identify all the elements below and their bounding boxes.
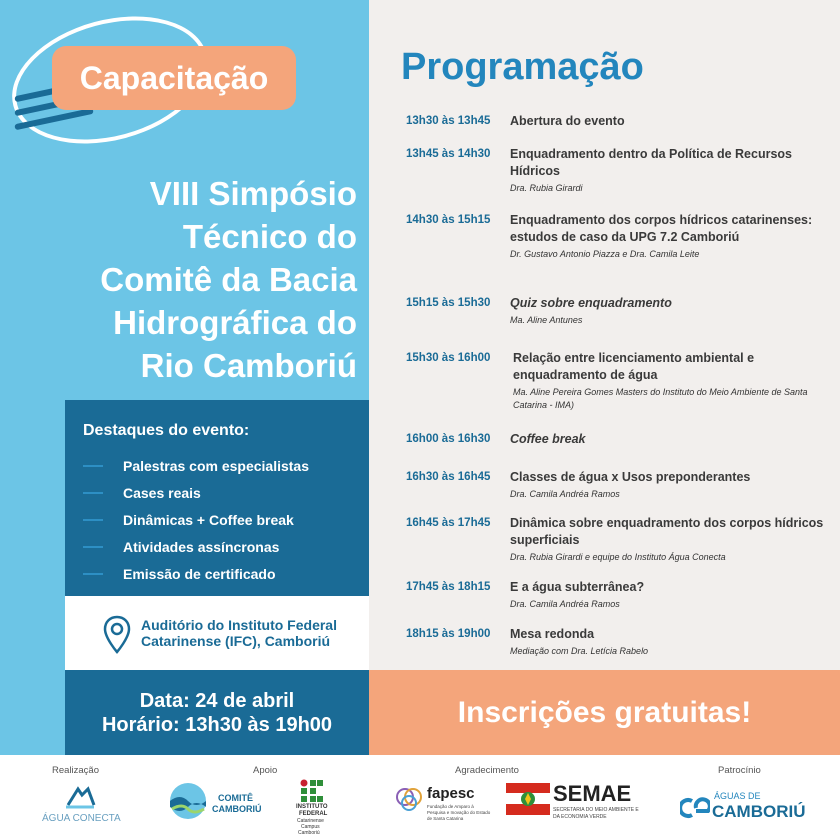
schedule-activity [510, 626, 830, 658]
event-title-line: Hidrográfica do [113, 304, 357, 341]
schedule-activity [510, 113, 830, 130]
map-pin-icon [103, 615, 131, 651]
highlight-item [83, 560, 369, 587]
schedule-activity [510, 579, 830, 611]
fapesc-logo-text: fapesc [427, 785, 475, 802]
free-registration-banner: Inscrições gratuitas! [369, 670, 840, 755]
ifc-logo-text-4: Campus [301, 824, 320, 830]
schedule-activity [513, 350, 833, 412]
aguas-logo-text-1: ÁGUAS DE [714, 791, 761, 801]
activity-speaker: Dr. Gustavo Antonio Piazza e Dra. Camila Leite [510, 249, 700, 259]
ifc-logo-text-5: Camboriú [298, 830, 320, 836]
event-title-line: Técnico do [182, 218, 357, 255]
schedule-time: 18h15 às 19h00 [406, 628, 491, 640]
dash-icon [83, 465, 103, 467]
ifc-logo-text-2: FEDERAL [299, 811, 328, 817]
schedule-time: 16h45 às 17h45 [406, 517, 491, 529]
highlight-item [83, 452, 369, 479]
highlight-item [83, 479, 369, 506]
fapesc-logo-icon [395, 785, 423, 813]
activity-title: Abertura do evento [510, 114, 625, 128]
activity-speaker: Ma. Aline Antunes [510, 315, 583, 325]
dash-icon [83, 519, 103, 521]
event-title-line: Rio Camboriú [140, 347, 357, 384]
schedule-time: 13h30 às 13h45 [406, 115, 491, 127]
patrocinio-label: Patrocínio [718, 765, 761, 776]
activity-title: Relação entre licenciamento ambiental e enquadramento de água [513, 351, 755, 382]
schedule-activity [510, 469, 830, 501]
schedule-activity [510, 431, 830, 448]
activity-title: Quiz sobre enquadramento [510, 296, 672, 310]
dash-icon [83, 492, 103, 494]
highlights-title: Destaques do evento: [83, 422, 250, 439]
sponsors-footer [0, 755, 840, 840]
highlights-box [65, 400, 369, 596]
location-box [65, 596, 369, 670]
event-title-line: Comitê da Bacia [100, 261, 357, 298]
agua-conecta-logo-text: ÁGUA CONECTA [42, 813, 121, 824]
activity-title: Classes de água x Usos preponderantes [510, 470, 751, 484]
activity-title: Enquadramento dos corpos hídricos catarinenses: estudos de caso da UPG 7.2 Camboriú [510, 213, 813, 244]
activity-title: E a água subterrânea? [510, 580, 645, 594]
realizacao-label: Realização [52, 765, 99, 776]
comite-camboriu-logo-icon [168, 781, 208, 821]
schedule-activity [510, 515, 830, 564]
schedule-time: 13h45 às 14h30 [406, 148, 491, 160]
event-title [37, 172, 357, 387]
activity-title: Dinâmica sobre enquadramento dos corpos hídricos superficiais [510, 516, 824, 547]
dash-icon [83, 546, 103, 548]
dash-icon [83, 573, 103, 575]
activity-speaker: Ma. Aline Pereira Gomes Masters do Instituto do Meio Ambiente de Santa Catarina - IMA) [513, 387, 808, 410]
right-panel [369, 0, 840, 755]
highlight-label: Atividades assíncronas [123, 538, 280, 555]
highlight-item [83, 533, 369, 560]
fapesc-logo-subtext: Fundação de Amparo à Pesquisa e Inovação do Estado de Santa Catarina [427, 804, 491, 821]
agua-conecta-logo-icon [64, 785, 96, 809]
schedule-activity [510, 146, 830, 195]
schedule-time: 15h30 às 16h00 [406, 352, 491, 364]
schedule-activity [510, 295, 830, 327]
highlight-label: Emissão de certificado [123, 565, 276, 582]
program-title: Programação [401, 46, 644, 88]
schedule-time: 17h45 às 18h15 [406, 581, 491, 593]
capacitacao-badge: Capacitação [52, 46, 296, 110]
location-text: Auditório do Instituto Federal Catarinense (IFC), Camboriú [141, 617, 337, 649]
event-time: Horário: 13h30 às 19h00 [101, 713, 333, 736]
ifc-logo-text-1: INSTITUTO [296, 804, 328, 810]
schedule-time: 15h15 às 15h30 [406, 297, 491, 309]
date-box [65, 670, 369, 755]
highlight-label: Cases reais [123, 484, 201, 501]
aguas-logo-text-2: CAMBORIÚ [712, 802, 806, 821]
schedule-time: 16h30 às 16h45 [406, 471, 491, 483]
activity-speaker: Dra. Camila Andréa Ramos [510, 489, 620, 499]
activity-speaker: Dra. Rubia Girardi e equipe do Instituto Água Conecta [510, 552, 726, 562]
aguas-de-camboriu-logo-icon [680, 797, 710, 819]
activity-speaker: Dra. Rubia Girardi [510, 183, 583, 193]
event-date: Data: 24 de abril [139, 689, 295, 712]
semae-logo-text: SEMAE [553, 781, 632, 806]
activity-speaker: Mediação com Dra. Letícia Rabelo [510, 646, 649, 656]
ifc-logo-text-3: Catarinense [297, 818, 324, 824]
activity-speaker: Dra. Camila Andréa Ramos [510, 599, 620, 609]
santa-catarina-flag-icon [506, 783, 550, 815]
ifc-logo-icon [300, 779, 324, 803]
highlight-label: Dinâmicas + Coffee break [123, 511, 294, 528]
semae-logo-subtext: SECRETARIA DO MEIO AMBIENTE E DA ECONOMIA VERDE [553, 807, 639, 820]
schedule-time: 16h00 às 16h30 [406, 433, 491, 445]
event-title-line: VIII Simpósio [149, 175, 357, 212]
apoio-label: Apoio [253, 765, 278, 776]
schedule-activity [510, 212, 830, 261]
highlight-label: Palestras com especialistas [123, 457, 310, 474]
comite-logo-text-1: COMITÊ [218, 793, 253, 803]
agradecimento-label: Agradecimento [455, 765, 519, 776]
highlight-item [83, 506, 369, 533]
schedule-time: 14h30 às 15h15 [406, 214, 491, 226]
activity-title: Mesa redonda [510, 627, 595, 641]
activity-title: Enquadramento dentro da Política de Recursos Hídricos [510, 147, 793, 178]
comite-logo-text-2: CAMBORIÚ [212, 804, 262, 814]
activity-title: Coffee break [510, 432, 586, 446]
